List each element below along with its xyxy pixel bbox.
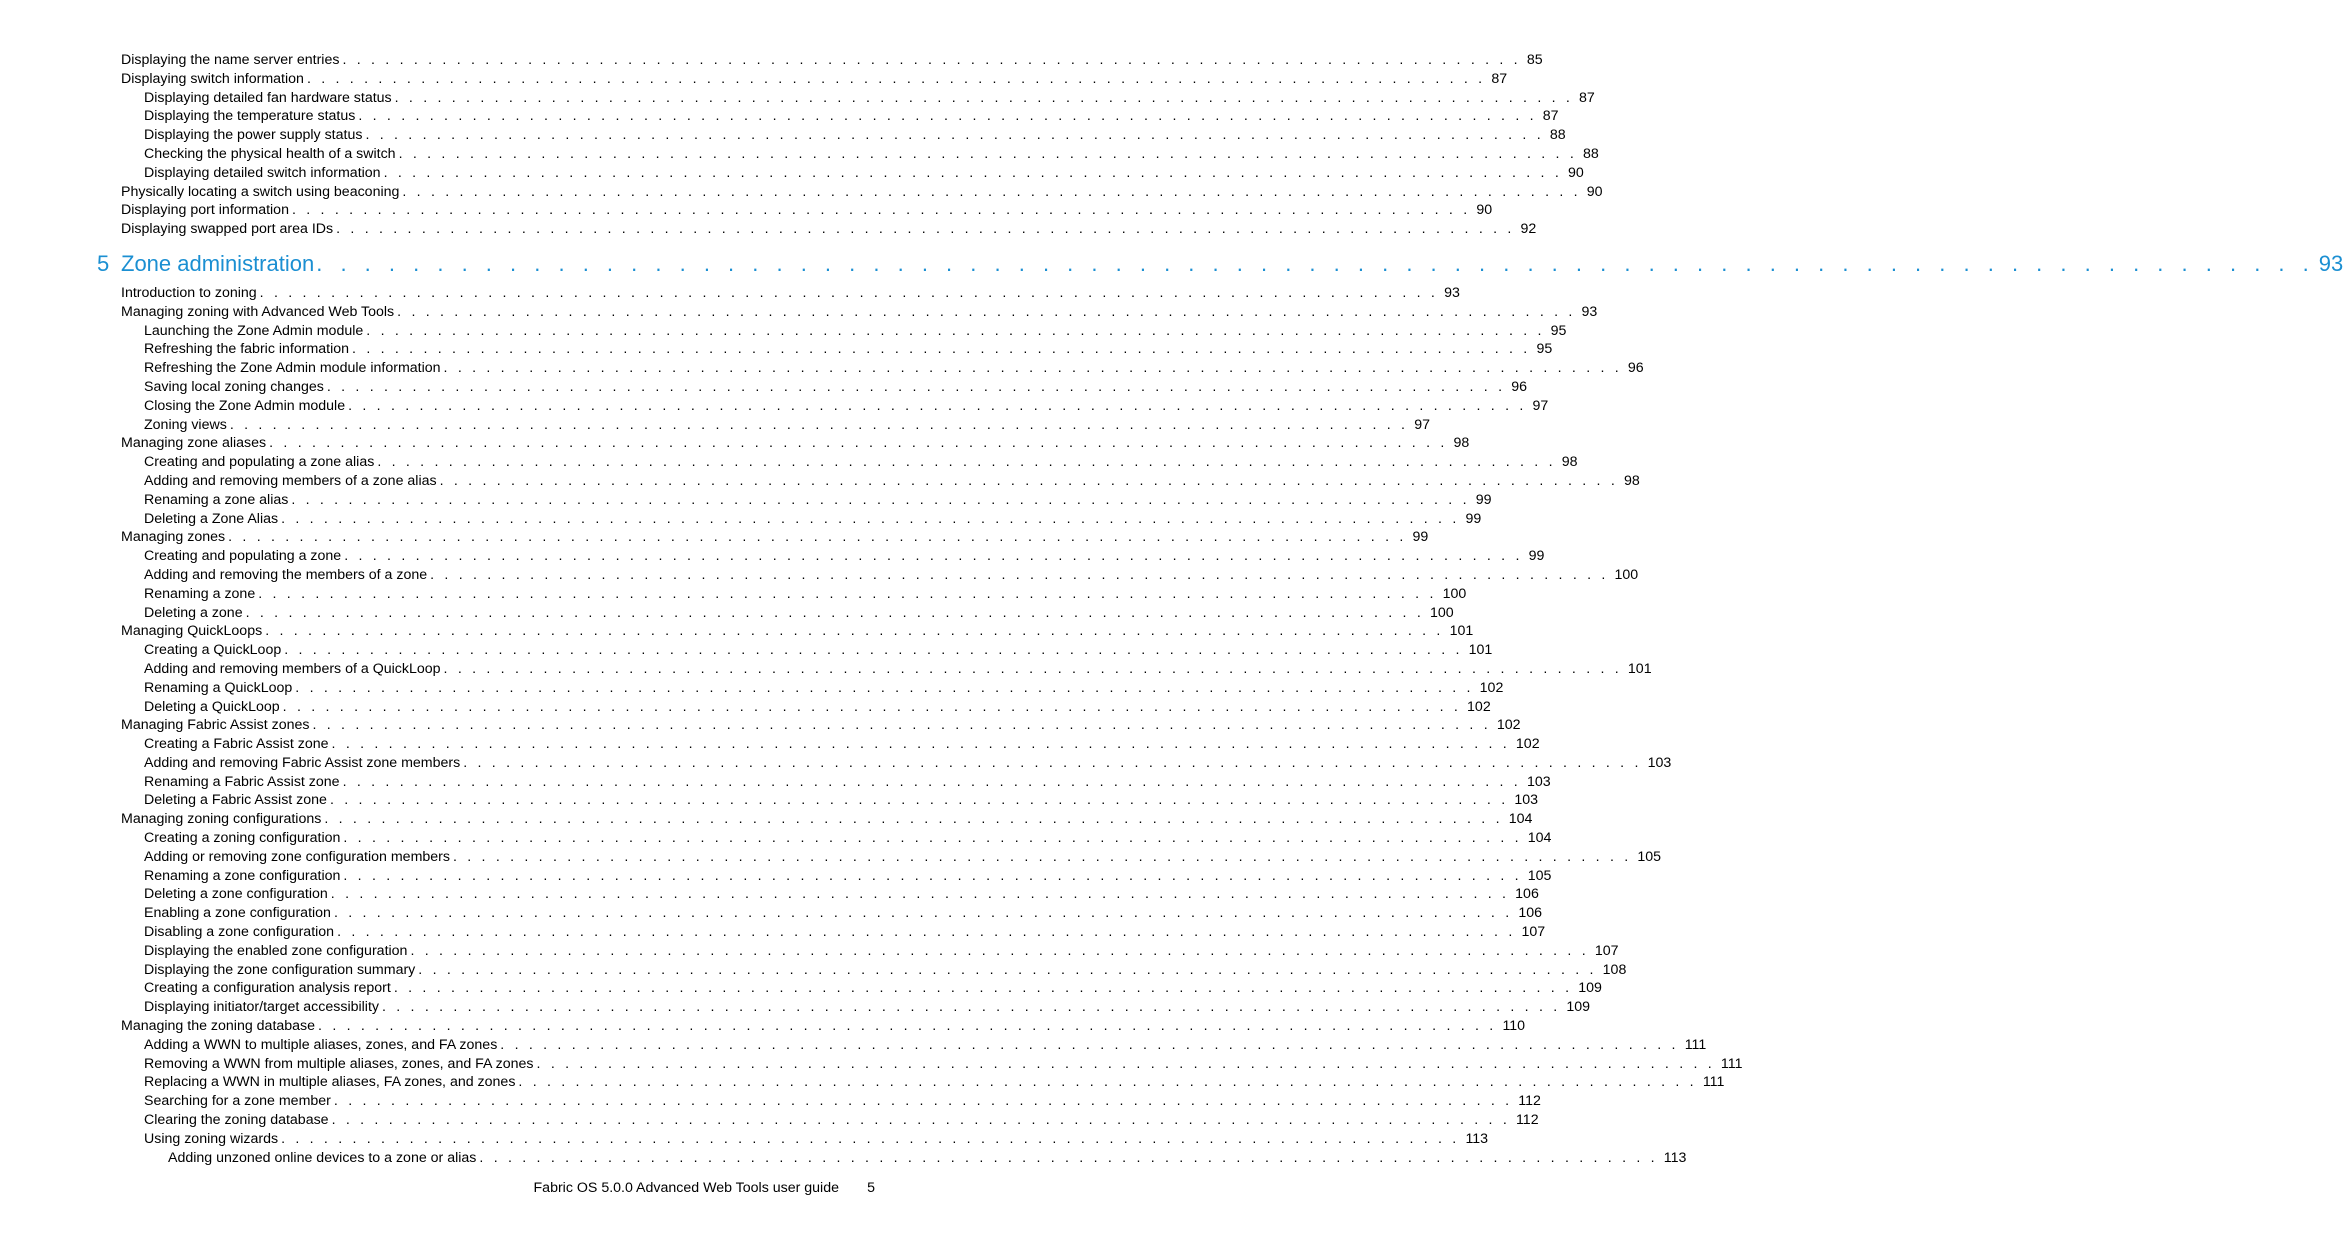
toc-entry-page: 109 <box>1566 999 1591 1016</box>
toc-entry-page: 99 <box>1412 529 1429 546</box>
chapter-page-number: 93 <box>2318 250 2343 276</box>
chapter-title: Zone administration <box>121 250 315 276</box>
toc-entry[interactable] <box>0 1149 1687 1168</box>
toc-entry[interactable] <box>0 547 1545 566</box>
dot-leader: . . . . . . . . . . . . . . . . . . . . . . . . . . . . . . . . . . . . . . . . . . . . . . . . . . . . . . . . . . . . . . . . . . . . . . . . . . . . . . . . . . . <box>331 736 1510 753</box>
toc-entry[interactable] <box>0 848 1662 867</box>
dot-leader: . . . . . . . . . . . . . . . . . . . . . . . . . . . . . . . . . . . . . . . . . . . . . . . . . . . . . . . . . . . . . . . . . . . . . . . . . . . . . . . . . . . <box>344 548 1523 565</box>
toc-entry[interactable] <box>0 641 1493 660</box>
dot-leader: . . . . . . . . . . . . . . . . . . . . . . . . . . . . . . . . . . . . . . . . . . . . . . . . . . . . . . . . . . . . . . . . . . . . . . . . . . . . . . . . . . . <box>229 416 1409 433</box>
toc-entry-page: 101 <box>1468 642 1493 659</box>
toc-entry-title: Saving local zoning changes <box>144 378 324 395</box>
toc-entry-page: 96 <box>1511 378 1528 395</box>
toc-entry-page: 96 <box>1627 360 1644 377</box>
toc-entry[interactable] <box>0 660 1652 679</box>
toc-entry[interactable] <box>0 145 1599 164</box>
dot-leader: . . . . . . . . . . . . . . . . . . . . . . . . . . . . . . . . . . . . . . . . . . . . . . . . . . . . . . . . . . . . . . . . . . . . . . . . . . . . . . . . . . . <box>295 679 1474 696</box>
toc-entry-title: Disabling a zone configuration <box>144 924 335 941</box>
dot-leader: . . . . . . . . . . . . . . . . . . . . . . . . . . . . . . . . . . . . . . . . . . . . . . . . . . . . . . . . . . . . . . . . . . . . . . . . . . . . . . . . . . . <box>398 145 1577 162</box>
toc-entry-title: Creating and populating a zone alias <box>144 454 375 471</box>
toc-entry[interactable] <box>0 183 1603 202</box>
toc-entry-page: 97 <box>1414 416 1430 433</box>
toc-entry[interactable] <box>0 622 1474 641</box>
toc-entry[interactable] <box>0 164 1584 183</box>
toc-entry-page: 98 <box>1561 454 1578 471</box>
toc-entry-title: Renaming a Fabric Assist zone <box>144 773 340 790</box>
toc-entry[interactable] <box>0 942 1619 961</box>
toc-entry-page: 85 <box>1526 52 1543 68</box>
dot-leader: . . . . . . . . . . . . . . . . . . . . . . . . . . . . . . . . . . . . . . . . . . . . . . . . . . . . . . . . . . . . . . . . . . . . . . . . . . . . . . . . . . . <box>312 717 1491 734</box>
toc-entry[interactable] <box>0 566 1639 585</box>
dot-leader: . . . . . . . . . . . . . . . . . . . . . . . . . . . . . . . . . . . . . . . . . . . . . . . . . . . . . . . . . . . . . . . . . . . . . . . . . . . . . . . . . . . <box>265 623 1444 640</box>
toc-entry-page: 88 <box>1582 145 1599 162</box>
toc-entry-page: 98 <box>1453 435 1470 452</box>
toc-entry-page: 90 <box>1567 164 1584 181</box>
toc-entry[interactable] <box>0 359 1644 378</box>
toc-entry-title: Displaying initiator/target accessibility <box>144 999 379 1016</box>
toc-entry[interactable] <box>0 284 1460 303</box>
dot-leader: . . . . . . . . . . . . . . . . . . . . . . . . . . . . . . . . . . . . . . . . . . . . . . . . . . . . . . . . . . . . . . . . . . . . . . . . . . . . . . . . . . . <box>366 322 1545 339</box>
dot-leader: . . . . . . . . . . . . . . . . . . . . . . . . . . . . . . . . . . . . . . . . . . . . . . . . . . . . . . . . . . . . . . . . . . . . . . . . . . . . . . . . . . . <box>337 924 1516 941</box>
dot-leader: . . . . . . . . . . . . . . . . . . . . . . . . . . . . . . . . . . . . . . . . . . . . . . . . . . . . . . . . . . . . . . . . . . . . . . . . . . . . . . . . . . . <box>324 811 1503 828</box>
toc-entry-page: 101 <box>1449 623 1474 640</box>
toc-entry-page: 102 <box>1496 717 1521 734</box>
toc-entry-title: Creating and populating a zone <box>144 548 342 565</box>
toc-entry-title: Adding and removing members of a zone alias <box>144 472 437 489</box>
toc-entry[interactable] <box>0 453 1578 472</box>
dot-leader: . . . . . . . . . . . . . . . . . . . . . . . . . . . . . . . . . . . . . . . . . . . . . . . . . . . . . . . . . . . . . . . . . . . . . . . . . . . . . . . . . . . <box>329 792 1509 809</box>
toc-entry[interactable] <box>0 89 1595 108</box>
toc-entry-title: Physically locating a switch using beaconing <box>121 183 400 200</box>
toc-entry-page: 113 <box>1465 1130 1489 1147</box>
toc-entry-title: Closing the Zone Admin module <box>144 397 346 414</box>
dot-leader: . . . . . . . . . . . . . . . . . . . . . . . . . . . . . . . . . . . . . . . . . . . . . . . . . . . . . . . . . . . . . . . . . . . . . . . . . . . . . . . . . . . <box>439 472 1618 489</box>
toc-entry[interactable] <box>0 698 1491 717</box>
toc-entry[interactable] <box>0 303 1598 322</box>
toc-entry-title: Creating a zoning configuration <box>144 830 341 847</box>
dot-leader: . . . . . . . . . . . . . . . . . . . . . . . . . . . . . . . . . . . . . . . . . . . . . . . . . . . . . . . . . . . . . . . . . . . . . . . . . . . . . . . . . . . <box>336 221 1515 238</box>
dot-leader: . . . . . . . . . . . . . . . . . . . . . . . . . . . . . . . . . . . . . . . . . . . . . . . . . . . . . . . . . . . . . . . . . . . . . . . . . . . . . . . . . . . <box>443 360 1622 377</box>
toc-entry-title: Deleting a Zone Alias <box>144 510 279 527</box>
toc-entry[interactable] <box>0 1130 1489 1149</box>
dot-leader: . . . . . . . . . . . . . . . . . . . . . . . . . . . . . . . . . . . . . . . . . . . . . . . . . . . . . . . . . . . . . . . . . . . . . . . . . . . . . . . . . . . <box>291 202 1471 219</box>
toc-entry-title: Renaming a QuickLoop <box>144 679 293 696</box>
toc-entry-title: Creating a Fabric Assist zone <box>144 736 329 753</box>
dot-leader: . . . . . . . . . . . . . . . . . . . . . . . . . . . . . . . . . . . . . . . . . . . . . . . . . . . . . . . . . . . . . . . . . . . . . . . . . . . . . . . . . . . <box>358 108 1537 125</box>
toc-entry-page: 90 <box>1586 183 1603 200</box>
toc-entry[interactable] <box>0 1111 1539 1130</box>
dot-leader: . . . . . . . . . . . . . . . . . . . . . . . . . . . . . . . . . . . . . . . . . . . . . . . . . . . . . . . . . . . . . . . . . . . . . . . . . . . . . . . . . . . <box>284 642 1463 659</box>
dot-leader: . . . . . . . . . . . . . . . . . . . . . . . . . . . . . . . . . . . . . . . . . . . . . . . . . . . . . . . . . . . . . . . . . . . . . . . . . . . . . . . . . . . <box>443 660 1622 677</box>
toc-entry[interactable] <box>0 979 1602 998</box>
dot-leader: . . . . . . . . . . . . . . . . . . . . . . . . . . . . . . . . . . . . . . . . . . . . . . . . . . . . . . . . . . . . . . . . . . . . . . . . . . . . . . . . . . . <box>343 867 1522 884</box>
dot-leader: . . . . . . . . . . . . . . . . . . . . . . . . . . . . . . . . . . . . . . . . . . . . . . . . . . . . . . . . . . . . . . . . . . . . . . . . . . . . . . . . . . . <box>331 1112 1510 1129</box>
toc-entry-title: Creating a QuickLoop <box>144 642 282 659</box>
toc-entry-title: Managing Fabric Assist zones <box>121 717 310 734</box>
dot-leader: . . . . . . . . . . . . . . . . . . . . . . . . . . . . . . . . . . . . . . . . . . . . . . . . . . . . . . . . . . . . . . . . . . . . . . . . . . . . . . . . . . . <box>330 886 1510 903</box>
toc-chapter-heading[interactable] <box>0 243 2343 284</box>
toc-entry[interactable] <box>0 51 1543 70</box>
toc-entry-title: Deleting a zone <box>144 604 243 621</box>
toc-entry-page: 106 <box>1515 886 1539 903</box>
toc-entry-title: Deleting a Fabric Assist zone <box>144 792 327 809</box>
toc-entry-title: Removing a WWN from multiple aliases, zones, and FA zones <box>144 1055 534 1072</box>
toc-entry-page: 104 <box>1508 811 1533 828</box>
dot-leader: . . . . . . . . . . . . . . . . . . . . . . . . . . . . . . . . . . . . . . . . . . . . . . . . . . . . . . . . . . . . . . . . . . . . . . . . . . . . . . . . . . . <box>291 491 1470 508</box>
toc-entry-page: 108 <box>1602 961 1627 978</box>
toc-entry[interactable] <box>0 791 1539 810</box>
toc-entry-title: Renaming a zone alias <box>144 491 289 508</box>
toc-entry-title: Renaming a zone <box>144 585 256 602</box>
toc-entry-page: 90 <box>1476 202 1493 219</box>
toc-entry-title: Adding and removing Fabric Assist zone members <box>144 754 461 771</box>
toc-entry-page: 104 <box>1527 830 1552 847</box>
dot-leader: . . . . . . . . . . . . . . . . . . . . . . . . . . . . . . . . . . . . . . . . . . . . . . . . . . . . . . . . . . . . . . . . . . . . . . . . . . . . . . . . . . . <box>245 604 1424 621</box>
toc-entry[interactable] <box>0 1092 1541 1111</box>
toc-entry-page: 99 <box>1528 548 1545 565</box>
dot-leader: . . . . . . . . . . . . . . . . . . . . . . . . . . . . . . . . . . . . . . . . . . . . . . . . . . . . . . . . . . . . . . . . . . . . . . . . . . . . . . . . . . . <box>269 435 1448 452</box>
toc-entry-page: 92 <box>1520 221 1537 238</box>
toc-entry[interactable] <box>0 829 1552 848</box>
toc-entry-title: Managing zones <box>121 529 226 546</box>
toc-entry-title: Replacing a WWN in multiple aliases, FA zones, and zones <box>144 1074 516 1091</box>
toc-entry-title: Displaying the name server entries <box>121 52 340 68</box>
toc-entry-page: 98 <box>1623 472 1640 489</box>
dot-leader: . . . . . . . . . . . . . . . . . . . . . . . . . . . . . . . . . . . . . . . . . . . . . . . . . . . . . . . . . . . . . . . . . . . . . . . . . . . . . . . . . . . <box>500 1036 1679 1053</box>
toc-entry[interactable] <box>0 810 1533 829</box>
toc-entry-page: 88 <box>1549 127 1566 144</box>
dot-leader: . . . . . . . . . . . . . . . . . . . . . . . . . . . . . . . . . . . . . . . . . . . . . . . . . . . . . . . . . . . . . . . . . . . . . . . . . . . . . . . . . . . <box>333 1093 1513 1110</box>
toc-entry[interactable] <box>0 397 1549 416</box>
toc-entry-title: Adding unzoned online devices to a zone or alias <box>168 1149 477 1166</box>
toc-entry-title: Displaying the zone configuration summary <box>144 961 416 978</box>
dot-leader: . . . . . . . . . . . . . . . . . . . . . . . . . . . . . . . . . . . . . . . . . . . . . . . . . . . . . . . . . . . . . . . . . . . . . . . . . . . . . . . . . . . <box>342 773 1521 790</box>
toc-entry-page: 100 <box>1614 566 1639 583</box>
toc-entry-page: 109 <box>1578 980 1602 997</box>
toc-entry-title: Adding and removing the members of a zone <box>144 566 428 583</box>
footer-page-number: 5 <box>867 1180 875 1196</box>
toc-entry-page: 105 <box>1637 848 1662 865</box>
toc-entry-page: 103 <box>1514 792 1539 809</box>
toc-entry[interactable] <box>0 679 1504 698</box>
toc-entry-page: 112 <box>1518 1093 1541 1110</box>
toc-entry-page: 107 <box>1521 924 1546 941</box>
toc-entry[interactable] <box>0 491 1492 510</box>
dot-leader: . . . . . . . . . . . . . . . . . . . . . . . . . . . . . . . . . . . . . . . . . . . . . . . . . . . . . . . . . . . . . . . . . . . . . . . . . . . . . . . . . . . <box>306 70 1486 87</box>
toc-entry-page: 99 <box>1465 510 1482 527</box>
dot-leader: . . . . . . . . . . . . . . . . . . . . . . . . . . . . . . . . . . . . . . . . . . . . . . . . . . . . . . . . . . . . . . . . . . . . . . . . . . . . . . . . . . . <box>258 585 1437 602</box>
toc-entry-page: 102 <box>1479 679 1504 696</box>
toc-entry-title: Zoning views <box>144 416 227 433</box>
toc-entry-page: 101 <box>1627 660 1652 677</box>
toc-entry-page: 87 <box>1542 108 1559 125</box>
toc-entry[interactable] <box>0 126 1566 145</box>
toc-entry[interactable] <box>0 735 1540 754</box>
toc-entry[interactable] <box>0 528 1429 547</box>
toc-entry-page: 103 <box>1647 754 1672 771</box>
toc-entry-title: Searching for a zone member <box>144 1093 331 1110</box>
dot-leader: . . . . . . . . . . . . . . . . . . . . . . . . . . . . . . . . . . . . . . . . . . . . . . . . . . . . . . . . . . . . . . . . . . . . . . . . . . . . . . . . . . . <box>536 1055 1715 1072</box>
toc-entry-title: Displaying swapped port area IDs <box>121 221 334 238</box>
toc-entry-page: 102 <box>1467 698 1491 715</box>
toc-entry-title: Adding a WWN to multiple aliases, zones, and FA zones <box>144 1036 498 1053</box>
toc-entry[interactable] <box>0 604 1454 623</box>
dot-leader: . . . . . . . . . . . . . . . . . . . . . . . . . . . . . . . . . . . . . . . . . . . . . . . . . . . . . . . . . . . . . . . . . . . . . . . . . . . . . . . . . . . <box>281 510 1460 527</box>
dot-leader: . . . . . . . . . . . . . . . . . . . . . . . . . . . . . . . . . . . . . . . . . . . . . . . . . . . . . . . . . . . . . . . . . . . . . . . . . . . . . . . . . . . <box>282 698 1462 715</box>
toc-entry[interactable] <box>0 472 1640 491</box>
dot-leader: . . . . . . . . . . . . . . . . . . . . . . . . . . . . . . . . . . . . . . . . . . . . . . . . . . . . . . . . . . . . . . . . . . . . . . . . . . . . . . . . . . . <box>479 1149 1658 1166</box>
chapter-number: 5 <box>97 250 110 276</box>
toc-entry-page: 95 <box>1536 341 1553 358</box>
dot-leader: . . . . . . . . . . . . . . . . . . . . . . . . . . . . . . . . . . . . . . . . . . . . . . . . . . . . . . . . . . . . . . . . . . . . . . . . . . . . . . . . . . . <box>518 1074 1697 1091</box>
toc-entry-page: 99 <box>1475 491 1492 508</box>
toc-entry-title: Deleting a zone configuration <box>144 886 328 903</box>
dot-leader: . . . . . . . . . . . . . . . . . . . . . . . . . . . . . . . . . . . . . . . . . . . . . . . . . . . . . . . . . . . . . . . . . . . . . . . . . . . . . . . . . . . <box>333 905 1513 922</box>
toc-entry-title: Displaying the temperature status <box>144 108 356 125</box>
toc-entry-page: 111 <box>1684 1036 1707 1053</box>
dot-leader: . . . . . . . . . . . . . . . . . . . . . . . . . . . . . . . . . . . . . . . . . . . . . . . . . . . . . . . . . . . . . . . . . . . . . . . . . . . . . . . . . . . <box>316 250 2315 276</box>
dot-leader: . . . . . . . . . . . . . . . . . . . . . . . . . . . . . . . . . . . . . . . . . . . . . . . . . . . . . . . . . . . . . . . . . . . . . . . . . . . . . . . . . . . <box>365 127 1544 144</box>
toc-entry[interactable] <box>0 220 1537 239</box>
toc-entry-page: 112 <box>1515 1112 1539 1129</box>
toc-entry-page: 87 <box>1491 70 1508 87</box>
toc-entry-page: 95 <box>1550 322 1567 339</box>
toc-entry-title: Managing the zoning database <box>121 1018 316 1035</box>
toc-entry[interactable] <box>0 201 1493 220</box>
dot-leader: . . . . . . . . . . . . . . . . . . . . . . . . . . . . . . . . . . . . . . . . . . . . . . . . . . . . . . . . . . . . . . . . . . . . . . . . . . . . . . . . . . . <box>383 164 1562 181</box>
toc-entry-title: Managing zoning configurations <box>121 811 322 828</box>
toc-entry[interactable] <box>0 716 1521 735</box>
dot-leader: . . . . . . . . . . . . . . . . . . . . . . . . . . . . . . . . . . . . . . . . . . . . . . . . . . . . . . . . . . . . . . . . . . . . . . . . . . . . . . . . . . . <box>418 961 1597 978</box>
toc-entry[interactable] <box>0 961 1627 980</box>
toc-entry-title: Managing QuickLoops <box>121 623 263 640</box>
toc-entry[interactable] <box>0 510 1482 529</box>
toc-entry-title: Managing zone aliases <box>121 435 267 452</box>
dot-leader: . . . . . . . . . . . . . . . . . . . . . . . . . . . . . . . . . . . . . . . . . . . . . . . . . . . . . . . . . . . . . . . . . . . . . . . . . . . . . . . . . . . <box>377 454 1556 471</box>
dot-leader: . . . . . . . . . . . . . . . . . . . . . . . . . . . . . . . . . . . . . . . . . . . . . . . . . . . . . . . . . . . . . . . . . . . . . . . . . . . . . . . . . . . <box>343 830 1522 847</box>
toc-entry-page: 105 <box>1527 867 1552 884</box>
footer-title: Fabric OS 5.0.0 Advanced Web Tools user guide <box>533 1180 839 1196</box>
toc-entry-page: 107 <box>1594 942 1619 959</box>
dot-leader: . . . . . . . . . . . . . . . . . . . . . . . . . . . . . . . . . . . . . . . . . . . . . . . . . . . . . . . . . . . . . . . . . . . . . . . . . . . . . . . . . . . <box>410 942 1589 959</box>
toc-entry-title: Adding and removing members of a QuickLoop <box>144 660 441 677</box>
dot-leader: . . . . . . . . . . . . . . . . . . . . . . . . . . . . . . . . . . . . . . . . . . . . . . . . . . . . . . . . . . . . . . . . . . . . . . . . . . . . . . . . . . . <box>402 183 1581 200</box>
toc-entry-page: 93 <box>1581 303 1598 320</box>
dot-leader: . . . . . . . . . . . . . . . . . . . . . . . . . . . . . . . . . . . . . . . . . . . . . . . . . . . . . . . . . . . . . . . . . . . . . . . . . . . . . . . . . . . <box>394 89 1574 106</box>
dot-leader: . . . . . . . . . . . . . . . . . . . . . . . . . . . . . . . . . . . . . . . . . . . . . . . . . . . . . . . . . . . . . . . . . . . . . . . . . . . . . . . . . . . <box>348 397 1527 414</box>
toc-entry[interactable] <box>0 998 1591 1017</box>
toc-entry-page: 87 <box>1579 89 1595 106</box>
toc-entry[interactable] <box>0 1055 1743 1074</box>
toc-entry-page: 93 <box>1444 284 1460 301</box>
toc-entry[interactable] <box>0 434 1470 453</box>
toc-entry-title: Refreshing the fabric information <box>144 341 350 358</box>
dot-leader: . . . . . . . . . . . . . . . . . . . . . . . . . . . . . . . . . . . . . . . . . . . . . . . . . . . . . . . . . . . . . . . . . . . . . . . . . . . . . . . . . . . <box>281 1130 1460 1147</box>
toc-entry-title: Adding or removing zone configuration members <box>144 848 450 865</box>
toc-entry-title: Displaying port information <box>121 202 289 219</box>
toc-entry-page: 110 <box>1502 1018 1526 1035</box>
toc-entry-title: Displaying the power supply status <box>144 127 363 144</box>
toc-entry-title: Using zoning wizards <box>144 1130 279 1147</box>
toc-entry-title: Refreshing the Zone Admin module information <box>144 360 441 377</box>
toc-entry-page: 103 <box>1526 773 1551 790</box>
dot-leader: . . . . . . . . . . . . . . . . . . . . . . . . . . . . . . . . . . . . . . . . . . . . . . . . . . . . . . . . . . . . . . . . . . . . . . . . . . . . . . . . . . . <box>463 754 1642 771</box>
toc-entry[interactable] <box>0 70 1508 89</box>
toc-entry-page: 113 <box>1663 1149 1687 1166</box>
toc-entry[interactable] <box>0 1036 1707 1055</box>
toc-entry[interactable] <box>0 107 1559 126</box>
toc-entry-title: Displaying detailed fan hardware status <box>144 89 392 106</box>
toc-entry-page: 102 <box>1515 736 1540 753</box>
toc-entry[interactable] <box>0 867 1552 886</box>
dot-leader: . . . . . . . . . . . . . . . . . . . . . . . . . . . . . . . . . . . . . . . . . . . . . . . . . . . . . . . . . . . . . . . . . . . . . . . . . . . . . . . . . . . <box>326 378 1506 395</box>
dot-leader: . . . . . . . . . . . . . . . . . . . . . . . . . . . . . . . . . . . . . . . . . . . . . . . . . . . . . . . . . . . . . . . . . . . . . . . . . . . . . . . . . . . <box>452 848 1632 865</box>
dot-leader: . . . . . . . . . . . . . . . . . . . . . . . . . . . . . . . . . . . . . . . . . . . . . . . . . . . . . . . . . . . . . . . . . . . . . . . . . . . . . . . . . . . <box>342 52 1521 68</box>
toc-entry-title: Deleting a QuickLoop <box>144 698 280 715</box>
toc-entry[interactable] <box>0 322 1567 341</box>
toc-entry[interactable] <box>0 1073 1725 1092</box>
dot-leader: . . . . . . . . . . . . . . . . . . . . . . . . . . . . . . . . . . . . . . . . . . . . . . . . . . . . . . . . . . . . . . . . . . . . . . . . . . . . . . . . . . . <box>259 284 1439 301</box>
toc-entry-title: Displaying switch information <box>121 70 304 87</box>
toc-entry-page: 100 <box>1442 585 1467 602</box>
toc-entry[interactable] <box>0 378 1528 397</box>
toc-entry[interactable] <box>0 773 1551 792</box>
table-of-contents <box>0 51 2343 1167</box>
dot-leader: . . . . . . . . . . . . . . . . . . . . . . . . . . . . . . . . . . . . . . . . . . . . . . . . . . . . . . . . . . . . . . . . . . . . . . . . . . . . . . . . . . . <box>352 341 1531 358</box>
toc-entry-page: 100 <box>1429 604 1454 621</box>
dot-leader: . . . . . . . . . . . . . . . . . . . . . . . . . . . . . . . . . . . . . . . . . . . . . . . . . . . . . . . . . . . . . . . . . . . . . . . . . . . . . . . . . . . <box>393 980 1573 997</box>
toc-entry[interactable] <box>0 885 1539 904</box>
dot-leader: . . . . . . . . . . . . . . . . . . . . . . . . . . . . . . . . . . . . . . . . . . . . . . . . . . . . . . . . . . . . . . . . . . . . . . . . . . . . . . . . . . . <box>397 303 1576 320</box>
toc-entry[interactable] <box>0 904 1543 923</box>
toc-entry[interactable] <box>0 416 1430 435</box>
toc-entry-title: Creating a configuration analysis report <box>144 980 391 997</box>
toc-entry-title: Clearing the zoning database <box>144 1112 329 1129</box>
toc-entry-title: Enabling a zone configuration <box>144 905 331 922</box>
toc-entry-page: 97 <box>1532 397 1549 414</box>
toc-entry[interactable] <box>0 754 1672 773</box>
dot-leader: . . . . . . . . . . . . . . . . . . . . . . . . . . . . . . . . . . . . . . . . . . . . . . . . . . . . . . . . . . . . . . . . . . . . . . . . . . . . . . . . . . . <box>381 999 1561 1016</box>
toc-entry[interactable] <box>0 585 1467 604</box>
toc-entry-title: Displaying detailed switch information <box>144 164 381 181</box>
toc-entry[interactable] <box>0 340 1553 359</box>
toc-entry-page: 111 <box>1720 1055 1743 1072</box>
dot-leader: . . . . . . . . . . . . . . . . . . . . . . . . . . . . . . . . . . . . . . . . . . . . . . . . . . . . . . . . . . . . . . . . . . . . . . . . . . . . . . . . . . . <box>228 529 1407 546</box>
dot-leader: . . . . . . . . . . . . . . . . . . . . . . . . . . . . . . . . . . . . . . . . . . . . . . . . . . . . . . . . . . . . . . . . . . . . . . . . . . . . . . . . . . . <box>318 1018 1497 1035</box>
toc-entry-page: 106 <box>1518 905 1543 922</box>
toc-entry-title: Launching the Zone Admin module <box>144 322 364 339</box>
toc-entry-title: Renaming a zone configuration <box>144 867 341 884</box>
toc-entry[interactable] <box>0 1017 1526 1036</box>
toc-entry-title: Managing zoning with Advanced Web Tools <box>121 303 395 320</box>
toc-entry-title: Checking the physical health of a switch <box>144 145 396 162</box>
toc-entry[interactable] <box>0 923 1546 942</box>
dot-leader: . . . . . . . . . . . . . . . . . . . . . . . . . . . . . . . . . . . . . . . . . . . . . . . . . . . . . . . . . . . . . . . . . . . . . . . . . . . . . . . . . . . <box>430 566 1609 583</box>
toc-entry-title: Introduction to zoning <box>121 284 257 301</box>
toc-entry-title: Displaying the enabled zone configuration <box>144 942 408 959</box>
toc-entry-page: 111 <box>1702 1074 1725 1091</box>
